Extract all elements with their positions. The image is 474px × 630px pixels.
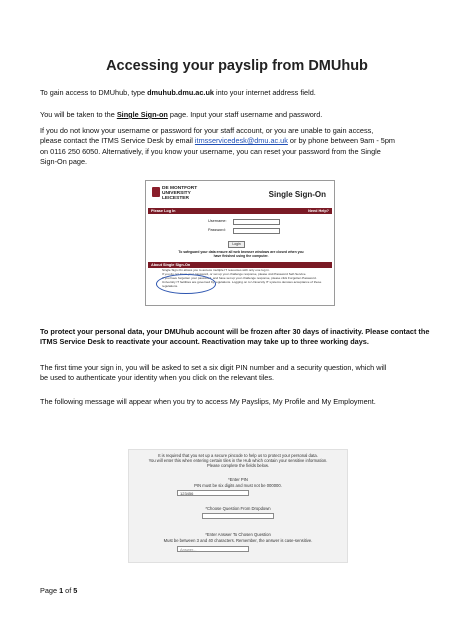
answer-input[interactable]: Answer...	[177, 546, 249, 552]
highlight-circle	[156, 274, 216, 294]
pin-rule: PIN must be six digits and must not be 000000.	[194, 483, 282, 488]
about-bar: About Single Sign-On	[148, 262, 332, 268]
question-dropdown[interactable]	[202, 513, 274, 519]
single-sign-on-term: Single Sign-on	[116, 110, 168, 119]
pin-input[interactable]: 123456	[177, 490, 249, 496]
sso-header	[146, 181, 334, 207]
university-logo-icon	[152, 187, 160, 197]
university-logo-text: DE MONTFORT UNIVERSITY LEICESTER	[162, 186, 198, 201]
help-paragraph: If you do not know your username or password for your staff account, or you are unable to gain access, please contact the ITMS Service Desk by email itmsservicedesk@dmu.ac.uk or by phone between 9am - 5pm on 0116 250 6050. Alternatively, if you know your username, you can reset your password from the Single Sign-On page.	[40, 126, 395, 167]
about-text: Single Sign-On allows you to access multiple IT resources with only one log in. If you do not know your password, or set up your challenge response, please visit Password Self-Service. If you have forgotten your password, and have set up your challenge response, please click Forgotten Password. University IT facilities are governed by regulations. Logging on to University IT systems denotes acceptance of these regulations.	[162, 268, 322, 288]
pin-setup-screenshot: It is required that you set up a secure pincode to help us to protect your personal data. You will enter this when entering certain tiles in the Hub which contain your sensitive information. Please complete the fields below. *Enter PIN PIN must be six digits and must not be 000000. 123456 *Choose Question From Dropdown *Enter Answer To Chosen Question Must be between 3 and 40 characters. Remember, the answer is case-sensitive. Answer...	[128, 449, 348, 563]
need-help-link[interactable]: Need Help?	[308, 209, 329, 213]
answer-label: *Enter Answer To Chosen Question	[205, 532, 271, 537]
question-label: *Choose Question From Dropdown	[205, 506, 271, 511]
login-bar: Please Log In Need Help?	[148, 208, 332, 214]
safeguard-note: To safeguard your data ensure all web browser windows are closed when you have finished using the computer.	[178, 250, 304, 259]
page-title: Accessing your payslip from DMUhub	[106, 58, 368, 74]
hub-url: dmuhub.dmu.ac.uk	[147, 88, 214, 97]
sso-title: Single Sign-On	[268, 190, 326, 199]
answer-rule: Must be between 3 and 40 characters. Remember, the answer is case-sensitive.	[163, 538, 313, 543]
intro-paragraph: To gain access to DMUhub, type dmuhub.dmu.ac.uk into your internet address field.	[40, 88, 316, 97]
sign-on-paragraph: You will be taken to the Single Sign-on page. Input your staff username and password.	[40, 110, 323, 119]
username-label: Username:	[208, 219, 227, 223]
password-label: Password:	[208, 228, 226, 232]
single-sign-on-screenshot	[145, 180, 335, 306]
login-button[interactable]: Login	[228, 241, 245, 248]
inactivity-warning: To protect your personal data, your DMUhub account will be frozen after 30 days of inactivity. Please contact the ITMS Service Desk to reactivate your account. Reactivation may take up to three working days.	[40, 327, 430, 347]
password-input[interactable]	[233, 228, 280, 234]
username-input[interactable]	[233, 219, 280, 225]
message-paragraph: The following message will appear when you try to access My Payslips, My Profile and My Employment.	[40, 397, 376, 406]
first-sign-in-paragraph: The first time your sign in, you will be asked to set a six digit PIN number and a security question, which will be used to authenticate your identity when you click on the relevant tiles.	[40, 363, 387, 383]
service-desk-email-link[interactable]: itmsservicedesk@dmu.ac.uk	[194, 136, 288, 146]
page-number: Page 1 of 5	[40, 586, 78, 595]
pin-label: *Enter PIN	[228, 477, 248, 482]
